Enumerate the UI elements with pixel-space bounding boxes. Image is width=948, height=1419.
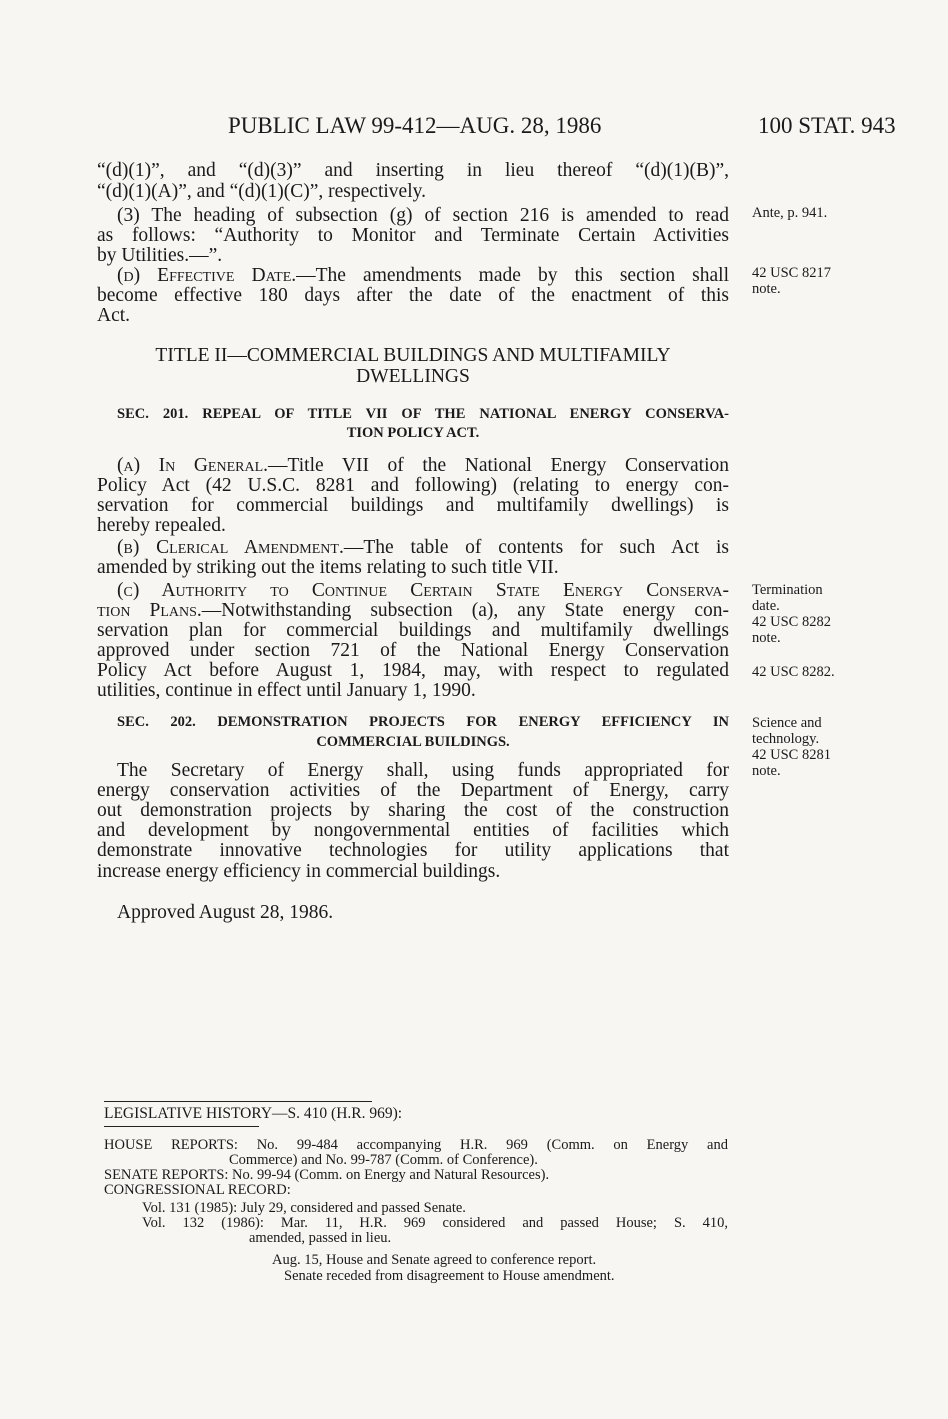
text-line [97,620,729,641]
line-text: demonstrate innovative technologies for utility applications that [97,840,729,861]
text-line [97,820,729,841]
text-line [97,181,729,202]
margin-note: Science and technology. 42 USC 8281 note. [752,715,831,779]
text-line [117,537,729,558]
line-text: DWELLINGS [356,366,470,387]
footnote-rule [104,1101,372,1102]
text-line [97,680,729,701]
line-text: .—Title VII of the National Energy Conservation [263,455,729,476]
line-text: Policy Act before August 1, 1984, may, with respect to regulated [97,660,729,681]
line-text: amended by striking out the items relating to such title VII. [97,557,559,578]
small-caps-heading: (b) Clerical Amendment [117,537,339,558]
text-line [97,557,729,578]
line-text: and development by nongovernmental entities of facilities which [97,820,729,841]
text-line [97,800,729,821]
history-line: Commerce) and No. 99-787 (Comm. of Conference). [229,1152,538,1168]
text-line [97,660,729,681]
text-line [97,305,729,326]
line-text: “(d)(1)(A)”, and “(d)(1)(C)”, respectively. [97,181,426,202]
text-line [97,515,729,536]
text-line [97,160,729,181]
text-line [117,265,729,286]
history-line: SENATE REPORTS: No. 99-94 (Comm. on Energy and Natural Resources). [104,1167,550,1183]
underline-rule [104,1126,259,1127]
text-line [117,455,729,476]
line-text: servation for commercial buildings and multifamily dwellings) is [97,495,729,516]
running-header-title: PUBLIC LAW 99-412—AUG. 28, 1986 [228,113,602,138]
margin-note: Ante, p. 941. [752,205,828,221]
line-text: by Utilities.—”. [97,245,223,266]
history-line: LEGISLATIVE HISTORY—S. 410 (H.R. 969): [104,1105,403,1122]
line-text: approved under section 721 of the National Energy Conservation [97,640,729,661]
text-line [97,495,729,516]
history-line: Vol. 131 (1985): July 29, considered and passed Senate. [142,1200,466,1216]
line-text: servation plan for commercial buildings and multifamily dwellings [97,620,729,641]
line-text: .—The table of contents for such Act is [338,537,729,558]
line-text: COMMERCIAL BUILDINGS. [316,734,510,750]
title-heading-line [97,366,729,387]
line-text: SEC. 201. REPEAL OF TITLE VII OF THE NATIONAL ENERGY CONSERVA- [117,406,729,422]
line-text: “(d)(1)”, and “(d)(3)” and inserting in lieu thereof “(d)(1)(B)”, [97,160,729,181]
line-text: Policy Act (42 U.S.C. 8281 and following) (relating to energy con- [97,475,729,496]
history-line: HOUSE REPORTS: No. 99-484 accompanying H.R. 969 (Comm. on Energy and [104,1137,728,1153]
text-line [97,780,729,801]
line-text: .—The amendments made by this section shall [291,265,729,286]
text-line [97,600,729,621]
small-caps-heading: (a) In General [117,455,264,476]
history-line: Vol. 132 (1986): Mar. 11, H.R. 969 considered and passed House; S. 410, [142,1215,728,1231]
line-text: hereby repealed. [97,515,226,536]
text-line [117,902,729,923]
text-line [97,225,729,246]
line-text: TION POLICY ACT. [346,425,480,441]
line-text: utilities, continue in effect until January 1, 1990. [97,680,476,701]
small-caps-heading: (d) Effective Date [117,265,292,286]
line-text: become effective 180 days after the date of the enactment of this [97,285,729,306]
history-line: amended, passed in lieu. [249,1230,392,1246]
line-text: increase energy efficiency in commercial buildings. [97,861,501,882]
line-text: .—Notwithstanding subsection (a), any State energy con- [196,600,729,621]
text-line [117,580,729,601]
line-text: SEC. 202. DEMONSTRATION PROJECTS FOR ENERGY EFFICIENCY IN [117,714,729,730]
line-text: energy conservation activities of the Department of Energy, carry [97,780,729,801]
line-text: The Secretary of Energy shall, using funds appropriated for [117,760,729,781]
text-line [97,640,729,661]
history-line: CONGRESSIONAL RECORD: [104,1182,291,1198]
line-text: Approved August 28, 1986. [117,902,334,923]
section-heading-line [117,404,729,425]
history-line: Aug. 15, House and Senate agreed to conference report. [272,1252,597,1268]
text-line [97,475,729,496]
text-line [97,285,729,306]
section-heading-line [97,732,729,753]
title-heading-line [97,345,729,366]
small-caps-heading: tion Plans [97,600,197,621]
small-caps-heading: (c) Authority to Continue Certain State Energy Conserva- [117,580,729,601]
margin-note: Termination date. 42 USC 8282 note. [752,582,831,646]
text-line [117,205,729,226]
text-line [117,760,729,781]
page-stat-number: 100 STAT. 943 [758,113,896,138]
text-line [97,861,729,882]
line-text: (3) The heading of subsection (g) of section 216 is amended to read [117,205,729,226]
text-line [97,840,729,861]
line-text: Act. [97,305,131,326]
history-line: Senate receded from disagreement to House amendment. [284,1268,615,1284]
section-heading-line [117,712,729,733]
section-heading-line [97,423,729,444]
line-text: as follows: “Authority to Monitor and Terminate Certain Activities [97,225,729,246]
line-text: TITLE II—COMMERCIAL BUILDINGS AND MULTIFAMILY [155,345,671,366]
margin-note: 42 USC 8282. [752,664,835,680]
text-line [97,245,729,266]
line-text: out demonstration projects by sharing the cost of the construction [97,800,729,821]
margin-note: 42 USC 8217 note. [752,265,831,297]
